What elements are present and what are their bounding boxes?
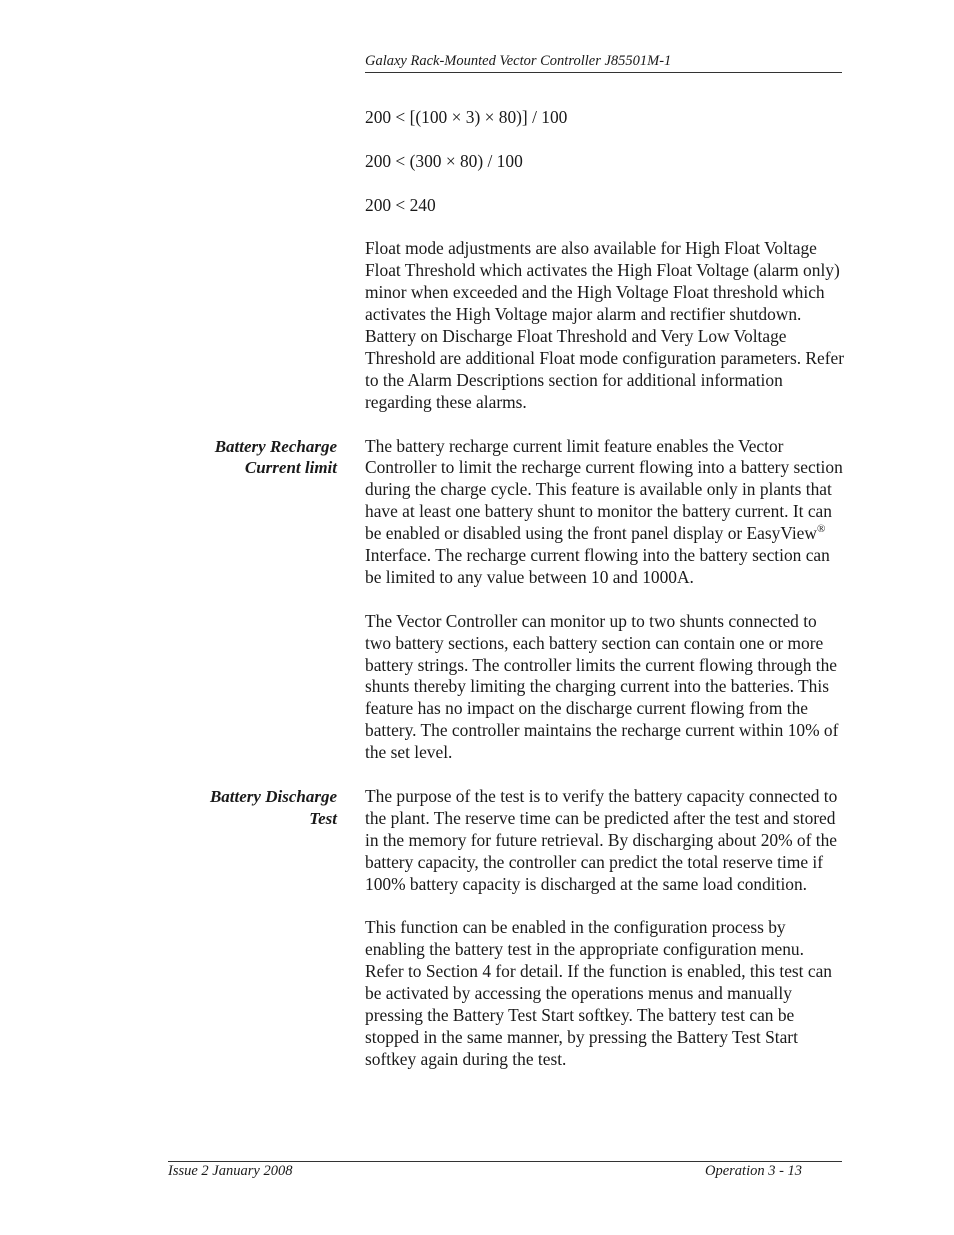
footer-page-number: Operation 3 - 13 (705, 1163, 803, 1179)
recharge-p1-text: The battery recharge current limit feature enables the Vector Controller to limit the recharge current flowing into a battery section during the charge cycle. This feature is available only in plants that have at least one battery shunt to monitor the battery current. It can be enabled or disabled using the front panel display or EasyView (365, 435, 843, 544)
equation-2: 200 < (300 × 80) / 100 (365, 150, 523, 171)
header-divider (365, 72, 842, 73)
registered-mark: ® (816, 523, 826, 536)
equation-3: 200 < 240 (365, 194, 436, 215)
equation-1: 200 < [(100 × 3) × 80)] / 100 (365, 107, 568, 127)
heading-discharge-line2: Test (309, 808, 337, 828)
heading-recharge-line1: Battery Recharge (214, 436, 337, 456)
section-battery-recharge-current-limit (214, 435, 845, 765)
section-heading-recharge (167, 436, 337, 480)
discharge-paragraph-1: The purpose of the test is to verify the battery capacity connected to the plant. The reserve time can be predicted after the test and stored in the memory for future retrieval. By discharging about 20% of the battery capacity, the controller can predict the total reserve time if 100% battery capacity is discharged at the same load condition. (365, 786, 838, 894)
heading-recharge-line2: Current limit (244, 458, 337, 478)
recharge-paragraph-2: The Vector Controller can monitor up to two shunts connected to two battery sections, each battery section can contain one or more battery strings. The controller limits the current flowing through the shunts thereby limiting the charging current into the batteries. This feature has no impact on the discharge current flowing from the battery. The controller maintains the recharge current within 10% of the set level. (365, 610, 839, 763)
recharge-paragraph-1 (365, 436, 845, 589)
recharge-p1-text-cont: Interface. The recharge current flowing into the battery section can be limited to any value between 10 and 1000A. (365, 545, 830, 587)
section-battery-discharge-test (209, 786, 845, 1071)
footer-issue-date: Issue 2 January 2008 (168, 1163, 293, 1179)
body-column (209, 107, 845, 1093)
header-title: Galaxy Rack-Mounted Vector Controller J85501M-1 (365, 53, 672, 69)
heading-discharge-line1: Battery Discharge (209, 787, 337, 806)
discharge-paragraph-2: This function can be enabled in the configuration process by enabling the battery test in the appropriate configuration menu. Refer to Section 4 for detail. If the function is enabled, this test can be activated by accessing the operations menus and manually pressing the Battery Test Start softkey. The battery test can be stopped in the same manner, by pressing the Battery Test Start softkey again during the test. (365, 917, 832, 1069)
section-heading-discharge (167, 786, 337, 830)
float-mode-paragraph: Float mode adjustments are also available for High Float Voltage Float Threshold which activates the High Float Voltage (alarm only) minor when exceeded and the High Voltage Float threshold which activates the High Voltage major alarm and rectifier shutdown. Battery on Discharge Float Threshold and Very Low Voltage Threshold are additional Float mode configuration parameters. Refer to the Alarm Descriptions section for additional information regarding these alarms. (365, 238, 845, 412)
